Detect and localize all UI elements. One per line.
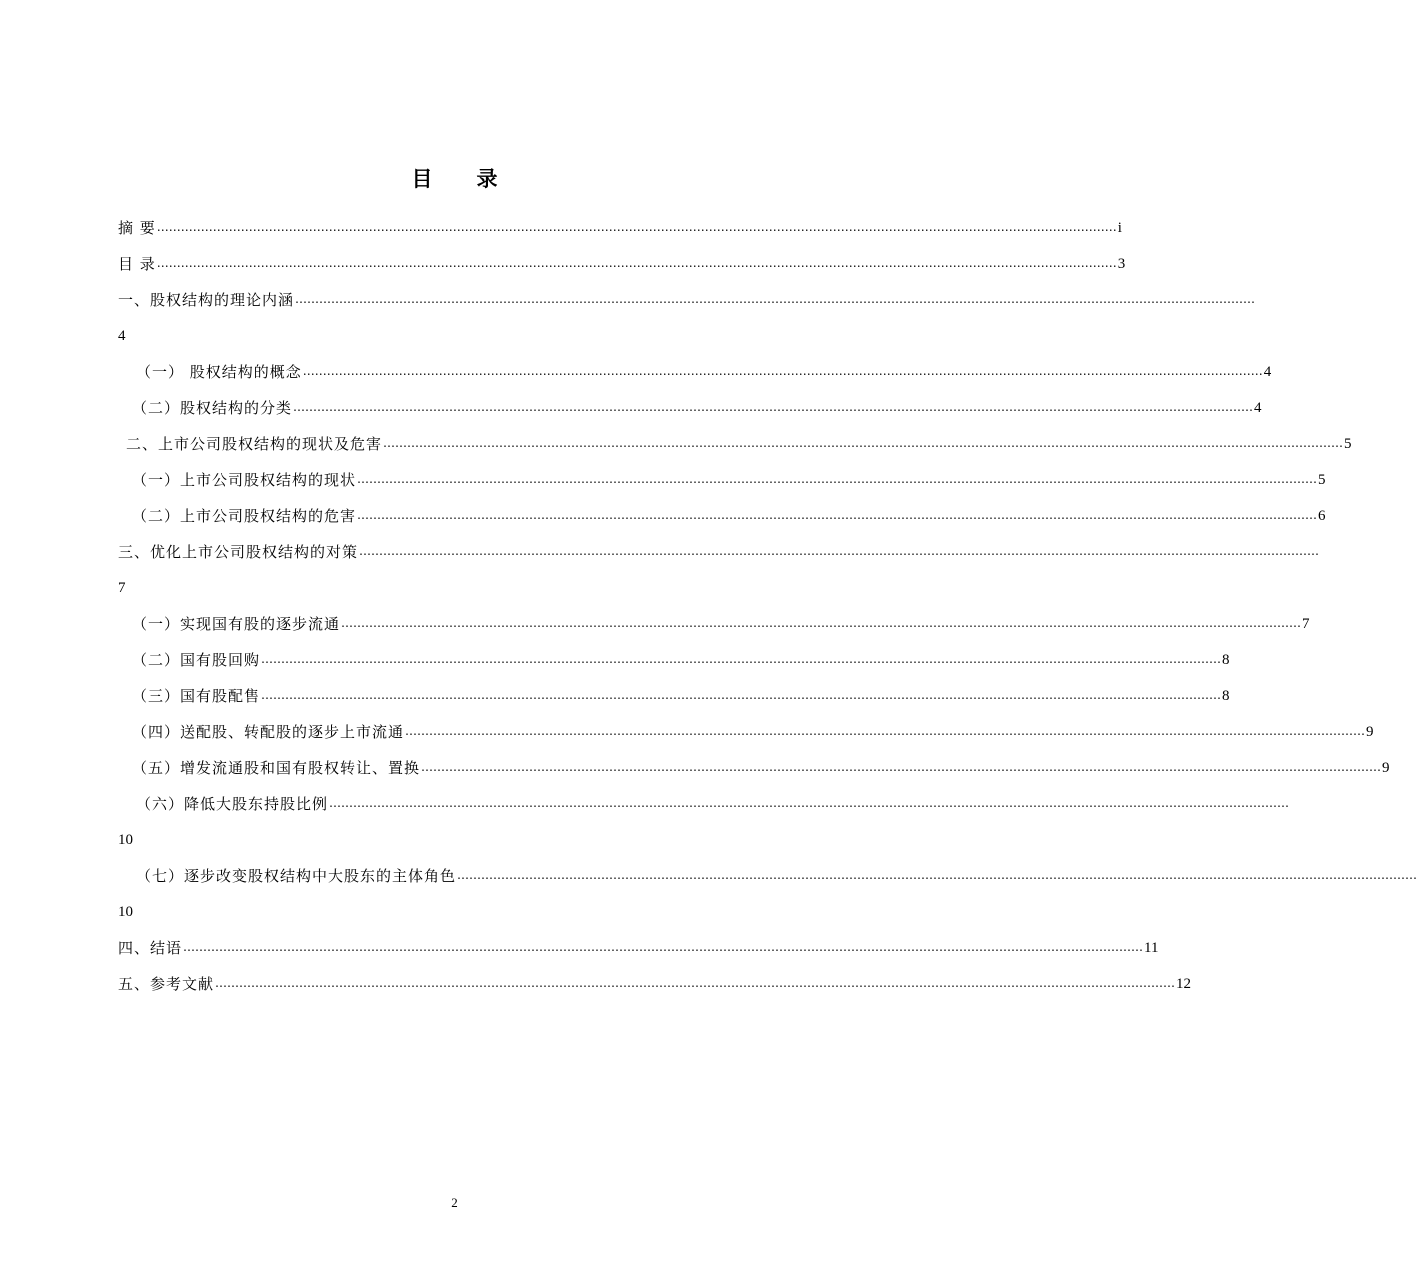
toc-entry-page: 9 (1366, 724, 1374, 740)
toc-entry[interactable] (132, 721, 1374, 743)
toc-leader-dots: …………………………………………………………………………………………………………………………………………………………………………………………………………………… (183, 940, 1144, 954)
toc-leader-dots: …………………………………………………………………………………………………………………………………………………………………………………………………………………… (405, 724, 1366, 738)
toc-leader-dots: …………………………………………………………………………………………………………………………………………………………………………………………………………………… (341, 616, 1302, 630)
toc-leader-dots: …………………………………………………………………………………………………………………………………………………………………………………………………………………… (421, 760, 1382, 774)
toc-leader-dots: …………………………………………………………………………………………………………………………………………………………………………………………………………………… (156, 220, 1117, 234)
toc-entry[interactable] (132, 397, 1262, 419)
toc-leader-dots: …………………………………………………………………………………………………………………………………………………………………………………………………………………… (293, 400, 1254, 414)
toc-entry[interactable] (132, 649, 1230, 671)
toc-entry-label: （三）国有股配售 (132, 687, 261, 705)
toc-entry[interactable] (132, 757, 1390, 779)
toc-entry[interactable] (132, 685, 1230, 707)
toc-entry-page: 9 (1382, 760, 1390, 776)
toc-leader-dots: …………………………………………………………………………………………………………………………………………………………………………………………………………………… (261, 652, 1222, 666)
toc-title-left: 目 (411, 167, 433, 191)
toc-entry-label: 三、优化上市公司股权结构的对策 (118, 543, 359, 561)
toc-leader-dots: …………………………………………………………………………………………………………………………………………………………………………………………………………………… (383, 436, 1344, 450)
toc-leader-dots: …………………………………………………………………………………………………………………………………………………………………………………………………………………… (295, 292, 1256, 306)
toc-leader-dots: …………………………………………………………………………………………………………………………………………………………………………………………………………………… (357, 508, 1318, 522)
toc-entry-page: 11 (1144, 940, 1159, 956)
toc-entry-page: 10 (118, 904, 133, 920)
toc-leader-dots: …………………………………………………………………………………………………………………………………………………………………………………………………………………… (215, 976, 1176, 990)
toc-leader-dots: …………………………………………………………………………………………………………………………………………………………………………………………………………………… (359, 544, 1320, 558)
toc-entry-page: 6 (1318, 508, 1326, 524)
toc-entry-label: 目 录 (118, 255, 156, 273)
toc-entry[interactable] (118, 289, 1256, 311)
toc-entry-page: 4 (1263, 364, 1272, 380)
toc-entry-label: 摘 要 (118, 219, 156, 237)
toc-entry[interactable] (132, 505, 1326, 527)
toc-title (0, 163, 909, 193)
toc-leader-dots: …………………………………………………………………………………………………………………………………………………………………………………………………………………… (457, 868, 1417, 882)
toc-entry[interactable] (136, 361, 1272, 383)
toc-entry-label: （一）实现国有股的逐步流通 (132, 615, 341, 633)
toc-entry[interactable] (136, 865, 1417, 887)
toc-entry-label: 五、参考文献 (118, 975, 215, 993)
toc-entry[interactable] (136, 793, 1290, 815)
toc-entry-label: 四、结语 (118, 939, 183, 957)
toc-entry-label: （二）股权结构的分类 (132, 399, 293, 417)
toc-entry-page: 5 (1344, 436, 1352, 452)
toc-entry-page: i (1117, 220, 1122, 236)
toc-entry-label: （二）上市公司股权结构的危害 (132, 507, 357, 525)
toc-title-right: 录 (476, 167, 498, 191)
toc-entry-label: （四）送配股、转配股的逐步上市流通 (132, 723, 405, 741)
toc-entry-page: 5 (1318, 472, 1326, 488)
toc-entry-label: （五）增发流通股和国有股权转让、置换 (132, 759, 421, 777)
toc-entry-page: 8 (1222, 688, 1230, 704)
toc-entry-label: 一、股权结构的理论内涵 (118, 291, 295, 309)
toc-entry-page: 8 (1222, 652, 1230, 668)
toc-entry-label: （一）上市公司股权结构的现状 (132, 471, 357, 489)
toc-entry-page: 10 (118, 832, 133, 848)
toc-entry-label: （六）降低大股东持股比例 (136, 795, 329, 813)
toc-leader-dots: …………………………………………………………………………………………………………………………………………………………………………………………………………………… (302, 364, 1263, 378)
toc-entry-label: （二）国有股回购 (132, 651, 261, 669)
toc-entry-label: （一） 股权结构的概念 (136, 363, 302, 381)
toc-entry[interactable] (126, 433, 1352, 455)
toc-leader-dots: …………………………………………………………………………………………………………………………………………………………………………………………………………………… (261, 688, 1222, 702)
page-number-footer: 2 (451, 1195, 458, 1210)
toc-entry[interactable] (118, 973, 1192, 995)
toc-entry-page: 3 (1117, 256, 1126, 272)
toc-entry[interactable] (132, 613, 1310, 635)
toc-entry[interactable] (118, 217, 1122, 239)
toc-entry[interactable] (132, 469, 1326, 491)
toc-entry-page: 4 (1254, 400, 1262, 416)
toc-entry-page: 4 (118, 328, 126, 344)
toc-entry-page: 7 (118, 580, 126, 596)
toc-leader-dots: …………………………………………………………………………………………………………………………………………………………………………………………………………………… (329, 796, 1290, 810)
toc-entry-label: （七）逐步改变股权结构中大股东的主体角色 (136, 867, 457, 885)
toc-entry-page: 7 (1302, 616, 1310, 632)
toc-leader-dots: …………………………………………………………………………………………………………………………………………………………………………………………………………………… (156, 256, 1117, 270)
toc-entry-label: 二、上市公司股权结构的现状及危害 (126, 435, 383, 453)
toc-entry-page: 12 (1176, 976, 1192, 992)
toc-entry[interactable] (118, 937, 1159, 959)
toc-entry[interactable] (118, 253, 1126, 275)
toc-leader-dots: …………………………………………………………………………………………………………………………………………………………………………………………………………………… (357, 472, 1318, 486)
toc-entry[interactable] (118, 541, 1320, 563)
